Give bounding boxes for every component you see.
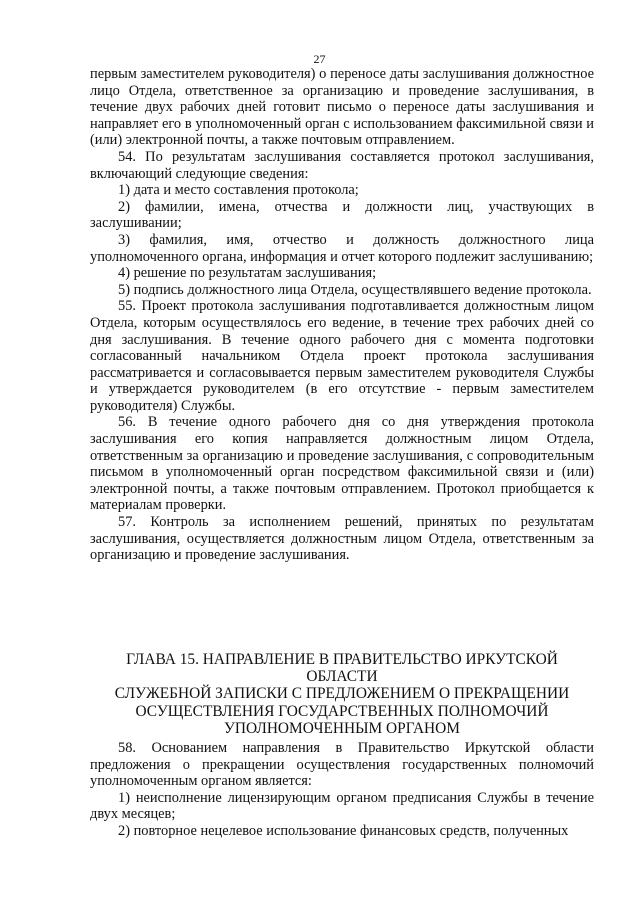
section-paragraphs <box>90 66 594 564</box>
paragraph: 4) решение по результатам заслушивания; <box>118 265 377 282</box>
paragraph: 1) дата и место составления протокола; <box>118 182 359 199</box>
chapter-heading-line: УПОЛНОМОЧЕННЫМ ОРГАНОМ <box>224 719 460 737</box>
paragraph: 58. Основанием направления в Правительство Иркутской области предложения о прекращении осуществления государственных полномочий уполномоченным органом является: <box>90 740 594 790</box>
section-58-paragraphs <box>90 740 594 840</box>
paragraph: 1) неисполнение лицензирующим органом предписания Службы в течение двух месяцев; <box>90 789 594 823</box>
chapter-heading-line: ОСУЩЕСТВЛЕНИЯ ГОСУДАРСТВЕННЫХ ПОЛНОМОЧИЙ <box>135 702 549 720</box>
chapter-heading <box>90 651 594 737</box>
paragraph: 3) фамилия, имя, отчество и должность должностного лица уполномоченного органа, информация и отчет которого подлежит заслушиванию; <box>90 231 594 265</box>
chapter-heading-line: СЛУЖЕБНОЙ ЗАПИСКИ С ПРЕДЛОЖЕНИЕМ О ПРЕКРАЩЕНИИ <box>114 685 570 703</box>
paragraph: 56. В течение одного рабочего дня со дня утверждения протокола заслушивания его копия направляется должностным лицом Отдела, ответственным за организацию и проведение заслушивания, с сопроводительным письмом в уполномоченный орган посредством факсимильной связи и (или) электронной почты, а также почтовым отправлением. Протокол приобщается к материалам проверки. <box>90 414 594 514</box>
paragraph: 54. По результатам заслушивания составляется протокол заслушивания, включающий следующие сведения: <box>90 148 594 182</box>
chapter-heading-line: ГЛАВА 15. НАПРАВЛЕНИЕ В ПРАВИТЕЛЬСТВО ИРКУТСКОЙ ОБЛАСТИ <box>126 651 558 686</box>
paragraph: 5) подпись должностного лица Отдела, осуществлявшего ведение протокола. <box>118 281 592 298</box>
paragraph: 57. Контроль за исполнением решений, принятых по результатам заслушивания, осуществляется должностным лицом Отдела, ответственным за организацию и проведение заслушивания. <box>90 514 594 564</box>
paragraph: первым заместителем руководителя) о переносе даты заслушивания должностное лицо Отдела, ответственное за организацию и проведение заслушивания, в течение двух рабочих дней готовит письмо о переносе даты заслушивания и направляет его в уполномоченный орган с использованием факсимильной связи и (или) электронной почты, а также почтовым отправлением. <box>90 66 594 149</box>
paragraph: 2) фамилии, имена, отчества и должности лиц, участвующих в заслушивании; <box>90 198 594 232</box>
paragraph: 55. Проект протокола заслушивания подготавливается должностным лицом Отдела, которым осуществлялось его ведение, в течение трех рабочих дней со дня заслушивания. В течение одного рабочего дня с момента подготовки согласованный начальником Отдела проект протокола заслушивания рассматривается и согласовывается первым заместителем руководителя Службы и утверждается руководителем (в его отсутствие - первым заместителем руководителя) Службы. <box>90 298 594 414</box>
page-number: 27 <box>313 52 326 66</box>
paragraph: 2) повторное нецелевое использование финансовых средств, полученных <box>118 822 569 839</box>
